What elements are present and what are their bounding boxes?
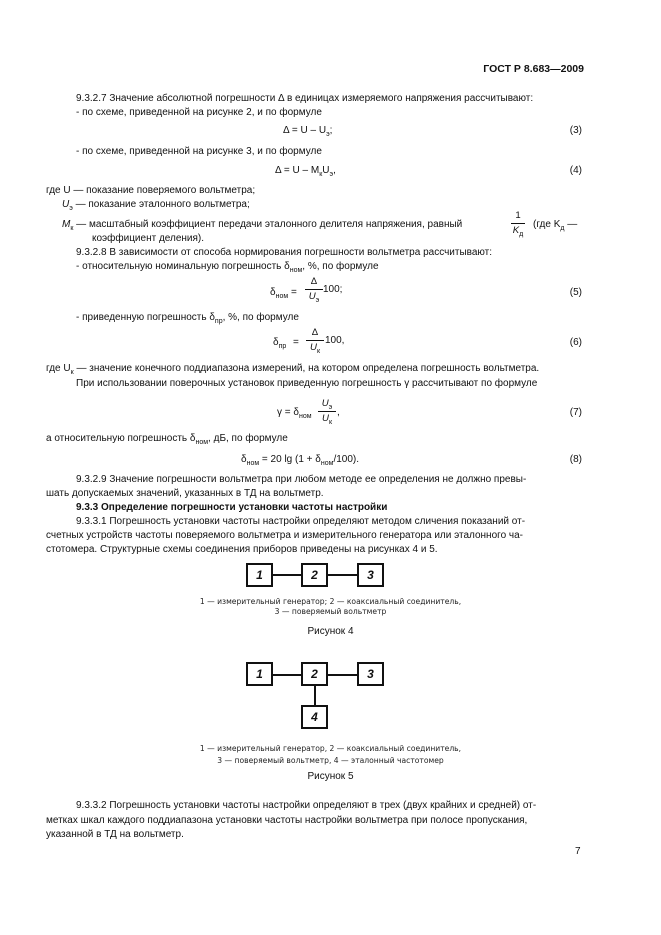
symbol: δ: [241, 454, 247, 465]
fraction-numerator: 1: [515, 210, 521, 221]
subscript: ном: [275, 293, 289, 300]
subscript: ном: [289, 267, 303, 274]
paragraph-line: стотомера. Структурные схемы соединения приборов приведены на рисунках 4 и 5.: [46, 544, 438, 555]
formula-3: [283, 125, 332, 141]
device-box-2: 2: [301, 563, 328, 587]
symbol: U: [62, 199, 70, 210]
paragraph-line: метках шкал каждого поддиапазона установки частоты настройки вольтметра при полосе пропускания,: [46, 815, 528, 826]
symbol-subscript: д: [519, 230, 524, 238]
subscript: к: [70, 369, 74, 376]
text: , %, по формуле: [222, 312, 299, 323]
subscript: ном: [195, 439, 209, 446]
fraction-denominator: [509, 226, 527, 240]
formula-text: ,: [333, 165, 336, 176]
formula-subscript: э: [326, 131, 330, 138]
fraction-bar: [306, 340, 324, 341]
text: = 20 lg (1 + δ: [259, 454, 321, 465]
formula-subscript: к: [319, 171, 323, 178]
paragraph-line: шать допускаемых значений, указанных в ТД на вольтметр.: [46, 488, 324, 499]
paragraph-line: 9.3.2.8 В зависимости от способа нормирования погрешности вольтметра рассчитывают:: [76, 247, 493, 258]
paragraph-line: [46, 433, 288, 449]
paragraph-line: - по схеме, приведенной на рисунке 3, и по формуле: [76, 146, 322, 157]
connection-line: [272, 674, 302, 676]
fraction-denominator: [318, 414, 336, 428]
formula-7-left: [277, 407, 312, 423]
subscript: э: [315, 296, 320, 304]
subscript: к: [316, 347, 320, 355]
equals: =: [293, 337, 299, 348]
subscript: э: [328, 403, 333, 411]
paragraph-line: [76, 312, 299, 328]
text: а относительную погрешность δ: [46, 433, 196, 444]
fraction-bar: [318, 411, 336, 412]
device-box-2: 2: [301, 662, 328, 686]
equation-number: (3): [569, 125, 582, 136]
formula-8: [241, 454, 359, 470]
where-line: коэффициент деления).: [92, 233, 205, 244]
connection-line: [314, 686, 316, 706]
figure-5-title: Рисунок 5: [307, 771, 354, 782]
symbol: U: [321, 398, 329, 409]
figure-5-caption-line: 3 — поверяемый вольтметр, 4 — эталонный частотомер: [217, 756, 444, 765]
formula-subscript: э: [329, 171, 334, 178]
paragraph-line: - по схеме, приведенной на рисунке 2, и по формуле: [76, 107, 322, 118]
symbol: δ: [270, 287, 276, 298]
figure-4-caption-line: 3 — поверяемый вольтметр: [274, 607, 387, 616]
subscript: ном: [246, 460, 260, 467]
subscript: ном: [298, 413, 312, 420]
equation-number: (4): [569, 165, 582, 176]
symbol: M: [62, 219, 71, 230]
text: где U: [46, 363, 71, 374]
equation-number: (7): [569, 407, 582, 418]
paragraph-line: указанной в ТД на вольтметр.: [46, 829, 184, 840]
fraction-numerator: Δ: [311, 327, 319, 338]
text: - приведенную погрешность δ: [76, 312, 215, 323]
fraction-bar: [511, 223, 525, 224]
formula-5-left: [270, 287, 297, 303]
equation-number: (5): [569, 287, 582, 298]
fraction-numerator: Δ: [310, 276, 318, 287]
fraction-bar: [305, 289, 323, 290]
section-heading: 9.3.3 Определение погрешности установки частоты настройки: [76, 502, 388, 513]
formula-7-right: ,: [337, 407, 340, 418]
text: , %, по формуле: [302, 261, 379, 272]
where-text: —: [564, 219, 578, 230]
text: /100).: [333, 454, 360, 465]
connection-line: [272, 574, 302, 576]
symbol-subscript: д: [560, 225, 565, 232]
where-line: где U — показание поверяемого вольтметра;: [46, 185, 256, 196]
symbol: K: [512, 225, 520, 236]
equation-number: (6): [569, 337, 582, 348]
equals: =: [290, 287, 297, 298]
where-text: — показание эталонного вольтметра;: [72, 199, 250, 210]
where-tail: [533, 219, 577, 235]
text: — значение конечного поддиапазона измерений, на котором определена погрешность вольтметра.: [73, 363, 540, 374]
symbol-subscript: к: [70, 225, 74, 232]
standard-header: ГОСТ Р 8.683—2009: [483, 63, 584, 75]
where-text: — масштабный коэффициент передачи эталонного делителя напряжения, равный: [73, 219, 463, 230]
text: - относительную номинальную погрешность δ: [76, 261, 290, 272]
figure-4-caption-line: 1 — измерительный генератор; 2 — коаксиальный соединитель,: [199, 597, 462, 606]
formula-4: [275, 165, 336, 181]
device-box-3: 3: [357, 563, 384, 587]
device-box-4: 4: [301, 705, 328, 729]
symbol: U: [310, 342, 317, 353]
paragraph-line: 9.3.3.1 Погрешность установки частоты настройки определяют методом сличения показаний от-: [76, 516, 526, 527]
paragraph-line: 9.3.2.9 Значение погрешности вольтметра при любом методе ее определения не должно превы-: [76, 474, 527, 485]
symbol: δ: [273, 337, 279, 348]
formula-text: Δ = U – M: [275, 165, 320, 176]
fraction-denominator: [306, 343, 324, 357]
text: γ = δ: [277, 407, 299, 418]
equation-number: (8): [569, 454, 582, 465]
symbol: U: [322, 413, 329, 424]
formula-text: U: [322, 165, 330, 176]
paragraph-line: При использовании поверочных установок приведенную погрешность γ рассчитывают по формуле: [76, 378, 538, 389]
where-line: [62, 199, 250, 215]
connection-line: [328, 574, 358, 576]
where-text: (где K: [533, 219, 561, 230]
paragraph-line: [76, 261, 379, 277]
formula-6-right: 100,: [325, 335, 345, 346]
formula-text: ;: [329, 125, 333, 136]
subscript: пр: [214, 318, 223, 325]
symbol-subscript: э: [69, 205, 73, 212]
where-line: [46, 363, 539, 379]
device-box-1: 1: [246, 662, 273, 686]
figure-5-caption-line: 1 — измерительный генератор, 2 — коаксиальный соединитель,: [199, 744, 462, 753]
symbol: U: [308, 291, 316, 302]
text: , дБ, по формуле: [208, 433, 288, 444]
device-box-3: 3: [357, 662, 384, 686]
figure-4-title: Рисунок 4: [307, 626, 354, 637]
formula-5-right: 100;: [323, 284, 343, 295]
device-box-1: 1: [246, 563, 273, 587]
connection-line: [328, 674, 358, 676]
subscript: к: [328, 418, 332, 426]
subscript: ном: [320, 460, 334, 467]
subscript: пр: [278, 343, 287, 350]
paragraph-line: 9.3.2.7 Значение абсолютной погрешности Δ в единицах измеряемого напряжения рассчитывают:: [76, 93, 534, 104]
paragraph-line: счетных устройств частоты поверяемого вольтметра и измерительного генератора или эталонного ча-: [46, 530, 524, 541]
page-number: 7: [575, 846, 581, 857]
paragraph-line: 9.3.3.2 Погрешность установки частоты настройки определяют в трех (двух крайних и средней) от-: [76, 800, 537, 811]
formula-6-left: [273, 337, 299, 353]
formula-text: Δ = U – U: [283, 125, 327, 136]
fraction-denominator: [305, 292, 323, 306]
